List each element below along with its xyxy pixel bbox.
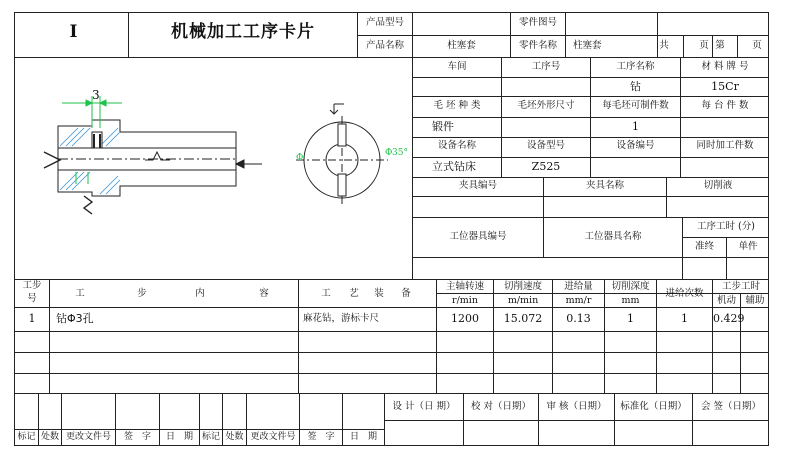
simul-label: 同时加工件数 (696, 140, 754, 151)
equip-header-char: 工 (321, 288, 331, 299)
step-no: 1 (28, 312, 36, 325)
total-label: 共 (659, 40, 669, 51)
product-model-label: 产品型号 (365, 17, 404, 28)
prep-time-label: 准终 (694, 241, 714, 252)
op-no-label: 工序号 (531, 61, 561, 72)
step-time-header: 工步工时 (721, 281, 760, 292)
blank-type-label: 毛 坯 种 类 (433, 100, 481, 111)
station-no-label: 工位器具编号 (449, 231, 507, 242)
equip-name-label: 设备名称 (437, 140, 476, 151)
sheet-label: 第 (715, 40, 725, 51)
op-time-label: 工序工时 (分) (697, 221, 755, 232)
coolant-label: 切削液 (703, 180, 733, 191)
feed-unit: mm/r (565, 295, 592, 306)
content-header-char: 内 (195, 288, 205, 299)
cut-speed-unit: m/min (507, 295, 539, 306)
content-header-char: 步 (137, 288, 147, 299)
step-passes[interactable]: 1 (681, 312, 688, 325)
review-label: 审 核（日期） (546, 401, 607, 412)
equip-name-value[interactable]: 立式钻床 (432, 160, 476, 173)
per-machine-label: 每 台 件 数 (701, 100, 749, 111)
rev-col-count-2: 处数 (225, 432, 244, 442)
equip-model-label: 设备型号 (526, 140, 565, 151)
step-no-header-1: 工步 (22, 280, 42, 291)
aux-time-header: 辅助 (745, 295, 765, 306)
rev-col-sign: 签 字 (123, 432, 151, 442)
step-depth[interactable]: 1 (627, 312, 634, 325)
part-name-label: 零件名称 (518, 40, 557, 51)
rev-col-doc-2: 更改文件号 (250, 432, 296, 442)
part-name-value[interactable]: 柱塞套 (573, 40, 602, 51)
equip-header-char: 装 (374, 288, 384, 299)
equip-model-value[interactable]: Z525 (531, 160, 561, 173)
part-drawing-no-label: 零件图号 (518, 17, 557, 28)
rev-col-date: 日 期 (165, 432, 193, 442)
cut-depth-header: 切削深度 (611, 281, 650, 292)
rev-col-count: 处数 (40, 432, 59, 442)
unit-time-label: 单件 (738, 241, 758, 252)
content-header-char: 工 (75, 288, 85, 299)
step-content[interactable]: 钻Φ3孔 (56, 312, 94, 325)
spindle-header: 主轴转速 (445, 281, 484, 292)
blank-size-label: 毛坯外形尺寸 (517, 100, 575, 111)
step-feed[interactable]: 0.13 (566, 312, 591, 325)
station-name-label: 工位器具名称 (584, 231, 642, 242)
roman-mark: I (69, 22, 79, 42)
product-name-value[interactable]: 柱塞套 (447, 40, 476, 51)
svg-text:Φ: Φ (296, 153, 304, 163)
sign-label: 会 签（日期） (700, 401, 762, 412)
step-equipment[interactable]: 麻花钻，游标卡尺 (303, 313, 380, 324)
page-label-2: 页 (752, 40, 762, 51)
blank-type-value[interactable]: 锻件 (432, 120, 454, 133)
material-value[interactable]: 15Cr (711, 80, 739, 93)
check-label: 校 对（日期） (470, 401, 532, 412)
card-title: 机械加工工序卡片 (171, 22, 315, 42)
rev-col-mark: 标记 (17, 432, 36, 442)
per-blank-label: 每毛坯可制件数 (602, 100, 669, 111)
rev-col-doc: 更改文件号 (65, 432, 111, 442)
cut-depth-unit: mm (621, 295, 640, 306)
rev-col-date-2: 日 期 (349, 432, 377, 442)
cut-speed-header: 切削速度 (503, 281, 542, 292)
svg-text:Φ: Φ (385, 148, 393, 158)
machine-time-header: 机动 (716, 295, 736, 306)
standard-label: 标准化（日期） (620, 401, 687, 412)
step-cut-speed[interactable]: 15.072 (503, 312, 543, 325)
page-label: 页 (699, 40, 709, 51)
material-label: 材 料 牌 号 (701, 61, 749, 72)
op-name-value[interactable]: 钻 (630, 80, 641, 93)
step-machine-time[interactable]: 0.429 (713, 312, 745, 325)
angle-label: 35° (392, 148, 408, 158)
fixture-name-label: 夹具名称 (585, 180, 624, 191)
spindle-unit: r/min (452, 295, 478, 306)
dim-3-label: 3 (92, 88, 100, 102)
equip-header-char: 备 (401, 288, 411, 299)
passes-header: 进给次数 (665, 288, 704, 299)
end-view (296, 104, 388, 206)
equip-header-char: 艺 (349, 288, 359, 299)
op-name-label: 工序名称 (616, 61, 655, 72)
rev-col-sign-2: 签 字 (307, 432, 335, 442)
equip-no-label: 设备编号 (616, 140, 655, 151)
feed-header: 进给量 (564, 281, 593, 292)
step-no-header-2: 号 (27, 293, 37, 304)
workshop-label: 车间 (447, 61, 467, 72)
step-spindle[interactable]: 1200 (451, 312, 479, 325)
fixture-no-label: 夹具编号 (458, 180, 497, 191)
product-name-label: 产品名称 (365, 40, 404, 51)
rev-col-mark-2: 标记 (201, 432, 220, 442)
content-header-char: 容 (259, 288, 269, 299)
design-label: 设 计（日 期） (392, 401, 456, 412)
sleeve-section-view (44, 120, 262, 214)
per-blank-value[interactable]: 1 (632, 120, 639, 133)
